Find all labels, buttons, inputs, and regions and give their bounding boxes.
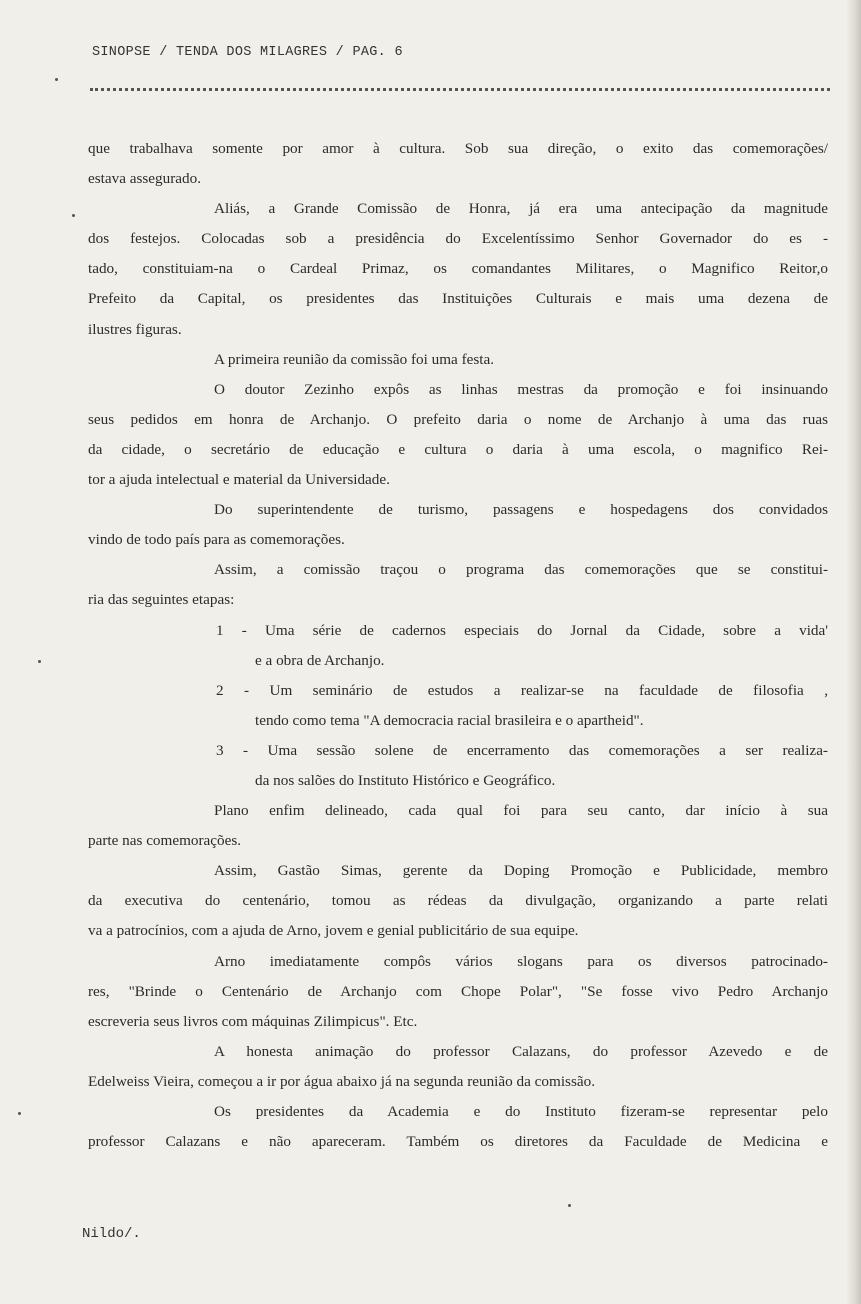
text-line: parte nas comemorações. <box>88 832 242 850</box>
text-line: dos festejos. Colocadas sob a presidência do Excelentíssimo Senhor Governador do es - <box>88 230 828 248</box>
text-line: O doutor Zezinho expôs as linhas mestras da promoção e foi insinuando <box>214 380 828 398</box>
text-line: tor a ajuda intelectual e material da Universidade. <box>88 471 390 489</box>
signature: Nildo/. <box>82 1226 141 1242</box>
text-line: Assim, Gastão Simas, gerente da Doping Promoção e Publicidade, membro <box>214 862 828 880</box>
text-line: escreveria seus livros com máquinas Zilimpicus". Etc. <box>88 1012 418 1030</box>
text-line: Prefeito da Capital, os presidentes das Instituições Culturais e mais uma dezena de <box>88 290 828 308</box>
page-header: SINOPSE / TENDA DOS MILAGRES / PAG. 6 <box>92 45 403 60</box>
text-line: Plano enfim delineado, cada qual foi para seu canto, dar início à sua <box>214 802 828 820</box>
text-line: va a patrocínios, com a ajuda de Arno, jovem e genial publicitário de sua equipe. <box>88 922 579 940</box>
text-line: A primeira reunião da comissão foi uma festa. <box>214 350 495 368</box>
text-line: que trabalhava somente por amor à cultura. Sob sua direção, o exito das comemorações/ <box>88 140 828 157</box>
text-line: estava assegurado. <box>88 170 202 188</box>
page-edge-shadow <box>847 0 861 1304</box>
text-line: 3 - Uma sessão solene de encerramento das comemorações a ser realiza- <box>216 741 828 759</box>
text-line: da cidade, o secretário de educação e cultura o daria à uma escola, o magnifico Rei- <box>88 440 828 458</box>
text-line: tado, constituiam-na o Cardeal Primaz, os comandantes Militares, o Magnifico Reitor,o <box>88 260 828 278</box>
text-line: 1 - Uma série de cadernos especiais do Jornal da Cidade, sobre a vida' <box>216 621 828 639</box>
text-line: e a obra de Archanjo. <box>255 651 385 669</box>
text-line: ilustres figuras. <box>88 320 182 338</box>
text-line: Os presidentes da Academia e do Instituto fizeram-se representar pelo <box>214 1103 828 1120</box>
ink-speck <box>18 1112 21 1115</box>
text-line: Edelweiss Vieira, começou a ir por água abaixo já na segunda reunião da comissão. <box>88 1072 595 1090</box>
ink-speck <box>72 214 75 217</box>
text-line: da executiva do centenário, tomou as rédeas da divulgação, organizando a parte relati <box>88 892 828 910</box>
text-line: A honesta animação do professor Calazans, do professor Azevedo e de <box>214 1042 828 1060</box>
text-line: res, "Brinde o Centenário de Archanjo com Chope Polar", "Se fosse vivo Pedro Archanjo <box>88 982 828 1000</box>
text-line: Do superintendente de turismo, passagens e hospedagens dos convidados <box>214 501 828 519</box>
text-line: 2 - Um seminário de estudos a realizar-se na faculdade de filosofia , <box>216 681 828 699</box>
text-line: ria das seguintes etapas: <box>88 591 235 609</box>
document-body <box>88 134 828 1157</box>
ink-speck <box>55 78 58 81</box>
text-line: Arno imediatamente compôs vários slogans para os diversos patrocinado- <box>214 952 828 970</box>
text-line: professor Calazans e não apareceram. Também os diretores da Faculdade de Medicina e <box>88 1133 828 1151</box>
text-line: da nos salões do Instituto Histórico e Geográfico. <box>255 771 556 789</box>
text-line: vindo de todo país para as comemorações. <box>88 531 345 549</box>
text-line: Assim, a comissão traçou o programa das comemorações que se constitui- <box>214 561 828 579</box>
ink-speck <box>38 660 41 663</box>
dotted-separator <box>90 88 830 91</box>
ink-speck <box>568 1204 571 1207</box>
text-line: Aliás, a Grande Comissão de Honra, já era uma antecipação da magnitude <box>214 200 828 218</box>
text-line: seus pedidos em honra de Archanjo. O prefeito daria o nome de Archanjo à uma das ruas <box>88 410 828 428</box>
text-line: tendo como tema "A democracia racial brasileira e o apartheid". <box>255 711 644 729</box>
